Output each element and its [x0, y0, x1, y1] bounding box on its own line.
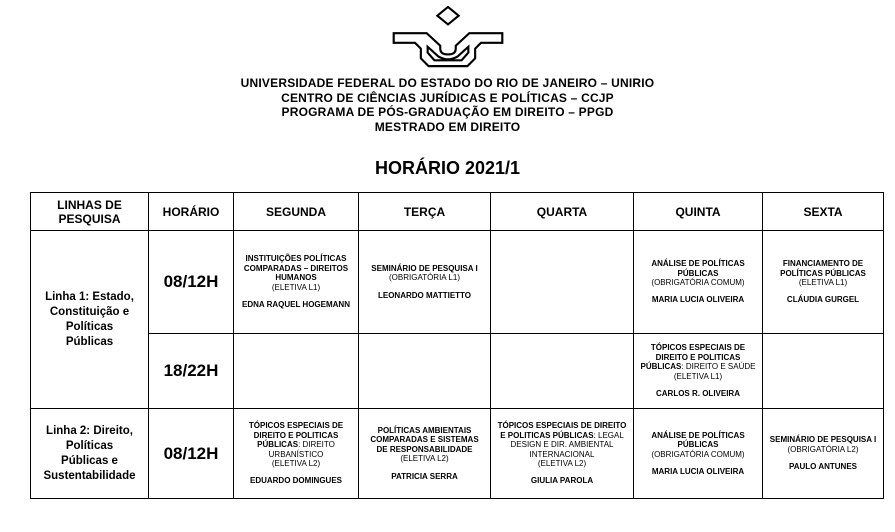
- course-cell-terca: POLÍTICAS AMBIENTAIS COMPARADAS E SISTEMAS DE RESPONSABILIDADE (ELETIVA L2) PATRICIA SERRA: [359, 409, 491, 499]
- column-header-linhas: LINHAS DE PESQUISA: [31, 193, 149, 231]
- time-slot-cell: 08/12H: [149, 231, 234, 334]
- schedule-body: [31, 231, 884, 499]
- course-cell-segunda: TÓPICOS ESPECIAIS DE DIREITO E POLITICAS PÚBLICAS: DIREITO URBANÍSTICO (ELETIVA L2) EDUARDO DOMINGUES: [234, 409, 359, 499]
- institution-header: [0, 76, 895, 134]
- schedule-header-row: [31, 193, 884, 231]
- page-title: HORÁRIO 2021/1: [374, 158, 521, 178]
- column-header-quinta: QUINTA: [634, 193, 763, 231]
- column-header-horario: HORÁRIO: [149, 193, 234, 231]
- course-cell-quinta: TÓPICOS ESPECIAIS DE DIREITO E POLITICAS PÚBLICAS: DIREITO E SAÚDE (ELETIVA L1) CARLOS R. OLIVEIRA: [634, 334, 763, 409]
- schedule-row: [31, 231, 884, 334]
- column-header-sexta: SEXTA: [763, 193, 884, 231]
- course-cell-terca: [359, 334, 491, 409]
- course-cell-sexta: FINANCIAMENTO DE POLÍTICAS PÚBLICAS (ELETIVA L1) CLÁUDIA GURGEL: [763, 231, 884, 334]
- course-cell-quarta: [491, 334, 634, 409]
- institution-line-program: PROGRAMA DE PÓS-GRADUAÇÃO EM DIREITO – PPGD: [281, 105, 614, 119]
- course-cell-quinta: ANÁLISE DE POLÍTICAS PÚBLICAS (OBRIGATÓRIA COMUM) MARIA LUCIA OLIVEIRA: [634, 409, 763, 499]
- schedule-table: [30, 192, 884, 499]
- course-cell-sexta: SEMINÁRIO DE PESQUISA I (OBRIGATÓRIA L2) PAULO ANTUNES: [763, 409, 884, 499]
- time-slot-cell: 08/12H: [149, 409, 234, 499]
- time-slot-cell: 18/22H: [149, 334, 234, 409]
- schedule-row: [31, 334, 884, 409]
- course-cell-quinta: ANÁLISE DE POLÍTICAS PÚBLICAS (OBRIGATÓRIA COMUM) MARIA LUCIA OLIVEIRA: [634, 231, 763, 334]
- course-cell-segunda: INSTITUIÇÕES POLÍTICAS COMPARADAS – DIREITOS HUMANOS (ELETIVA L1) EDNA RAQUEL HOGEMANN: [234, 231, 359, 334]
- column-header-segunda: SEGUNDA: [234, 193, 359, 231]
- institution-line-degree: MESTRADO EM DIREITO: [374, 119, 521, 134]
- research-line-cell: Linha 1: Estado, Constituição e Políticas Públicas: [31, 231, 149, 409]
- unirio-crest-icon: [391, 6, 505, 70]
- research-line-cell: Linha 2: Direito, Políticas Públicas e Sustentabilidade: [31, 409, 149, 499]
- column-header-terca: TERÇA: [359, 193, 491, 231]
- course-cell-sexta: [763, 334, 884, 409]
- column-header-quarta: QUARTA: [491, 193, 634, 231]
- course-cell-quarta: TÓPICOS ESPECIAIS DE DIREITO E POLITICAS PÚBLICAS: LEGAL DESIGN E DIR. AMBIENTAL INTERNACIONAL (ELETIVA L2) GIULIA PAROLA: [491, 409, 634, 499]
- unirio-logo: [0, 6, 895, 70]
- schedule-head: [31, 193, 884, 231]
- schedule-row: [31, 409, 884, 499]
- institution-line-university: UNIVERSIDADE FEDERAL DO ESTADO DO RIO DE JANEIRO – UNIRIO: [240, 76, 655, 90]
- course-cell-terca: SEMINÁRIO DE PESQUISA I (OBRIGATÓRIA L1) LEONARDO MATTIETTO: [359, 231, 491, 334]
- course-cell-quarta: [491, 231, 634, 334]
- institution-line-center: CENTRO DE CIÊNCIAS JURÍDICAS E POLÍTICAS – CCJP: [281, 90, 614, 105]
- course-cell-segunda: [234, 334, 359, 409]
